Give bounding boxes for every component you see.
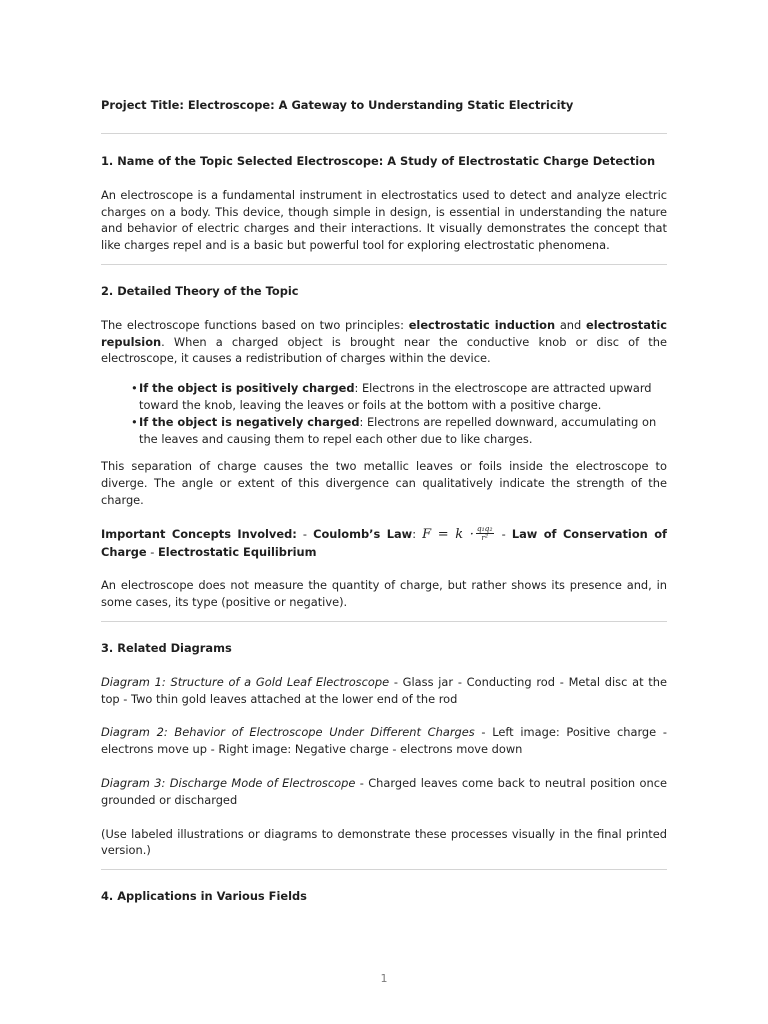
- theory-intro-before: The electroscope functions based on two principles:: [101, 317, 409, 332]
- section-3-heading: 3. Related Diagrams: [101, 640, 232, 655]
- fraction-denominator: r²: [481, 532, 488, 542]
- term-electrostatic-induction: electrostatic induction: [408, 317, 556, 332]
- list-item: [101, 414, 667, 448]
- important-concepts: [101, 523, 667, 561]
- theory-intro-mid: and: [555, 317, 586, 332]
- diagram-3-description: [101, 775, 667, 809]
- section-4-heading: 4. Applications in Various Fields: [101, 889, 307, 904]
- section-2-heading: 2. Detailed Theory of the Topic: [101, 283, 299, 298]
- coulombs-law-label: Coulomb’s Law: [313, 526, 413, 541]
- diagram-1-description: [101, 674, 667, 708]
- concepts-lead: Important Concepts Involved:: [101, 526, 297, 541]
- bullet-text: : Electrons in the electroscope are attracted upward toward the knob, leaving the leaves or foils at the bottom with a positive charge.: [139, 381, 652, 412]
- theory-intro-after: . When a charged object is brought near the conductive knob or disc of the electroscope, it causes a redistribution of charges within the device.: [101, 334, 667, 366]
- diagram-3-label: Diagram 3: Discharge Mode of Electroscope: [101, 775, 356, 790]
- bullet-marker: •: [131, 381, 138, 396]
- charge-bullet-list: [101, 380, 667, 447]
- bullet-text: : Electrons are repelled downward, accumulating on the leaves and causing them to repel each other due to like charges.: [139, 414, 657, 446]
- concepts-colon: :: [412, 526, 423, 541]
- conservation-of-charge-label: Law of Conservation of Charge: [101, 526, 667, 559]
- diagram-2-text: - Left image: Positive charge - electrons move up - Right image: Negative charge - electrons move down: [101, 725, 667, 757]
- diagram-1-label: Diagram 1: Structure of a Gold Leaf Electroscope: [101, 674, 390, 689]
- closing-paragraph: An electroscope does not measure the quantity of charge, but rather shows its presence and, in some cases, its type (positive or negative).: [101, 578, 667, 610]
- diagram-3-text: - Charged leaves come back to neutral position once grounded or discharged: [101, 775, 667, 807]
- page-number: 1: [380, 972, 388, 985]
- section-1-paragraph: An electroscope is a fundamental instrument in electrostatics used to detect and analyze electric charges on a body. This device, though simple in design, is essential in understanding the nature and behavior of electric charges and their interactions. It visually demonstrates the concept that like charges repel and is a basic but powerful tool for exploring electrostatic phenomena.: [101, 187, 667, 253]
- illustration-note: (Use labeled illustrations or diagrams to demonstrate these processes visually in the final printed version.): [101, 826, 667, 858]
- electrostatic-equilibrium-label: Electrostatic Equilibrium: [158, 544, 317, 559]
- document-page: [101, 97, 667, 905]
- coulomb-formula: F = k ·: [422, 526, 474, 542]
- bullet-bold-lead: If the object is positively charged: [139, 381, 355, 396]
- theory-intro-paragraph: [101, 317, 667, 367]
- section-1-heading: 1. Name of the Topic Selected Electroscope: A Study of Electrostatic Charge Detection: [101, 154, 656, 168]
- concepts-dash: -: [146, 544, 159, 559]
- concepts-dash: -: [495, 526, 512, 541]
- separation-paragraph: This separation of charge causes the two metallic leaves or foils inside the electroscope to diverge. The angle or extent of this divergence can qualitatively indicate the strength of the charge.: [101, 459, 667, 507]
- bullet-marker: •: [131, 414, 138, 429]
- bullet-bold-lead: If the object is negatively charged: [139, 414, 360, 429]
- project-title: Project Title: Electroscope: A Gateway to Understanding Static Electricity: [101, 98, 574, 112]
- concepts-dash: -: [296, 526, 314, 541]
- diagram-2-description: [101, 724, 667, 758]
- fraction-numerator: q₁q₂: [476, 523, 493, 533]
- diagram-1-text: - Glass jar - Conducting rod - Metal disc at the top - Two thin gold leaves attached at the lower end of the rod: [101, 674, 667, 706]
- diagram-2-label: Diagram 2: Behavior of Electroscope Under Different Charges: [101, 725, 475, 740]
- list-item: [101, 380, 667, 414]
- coulomb-fraction: [476, 525, 494, 542]
- term-electrostatic-repulsion: electrostatic repulsion: [101, 317, 667, 349]
